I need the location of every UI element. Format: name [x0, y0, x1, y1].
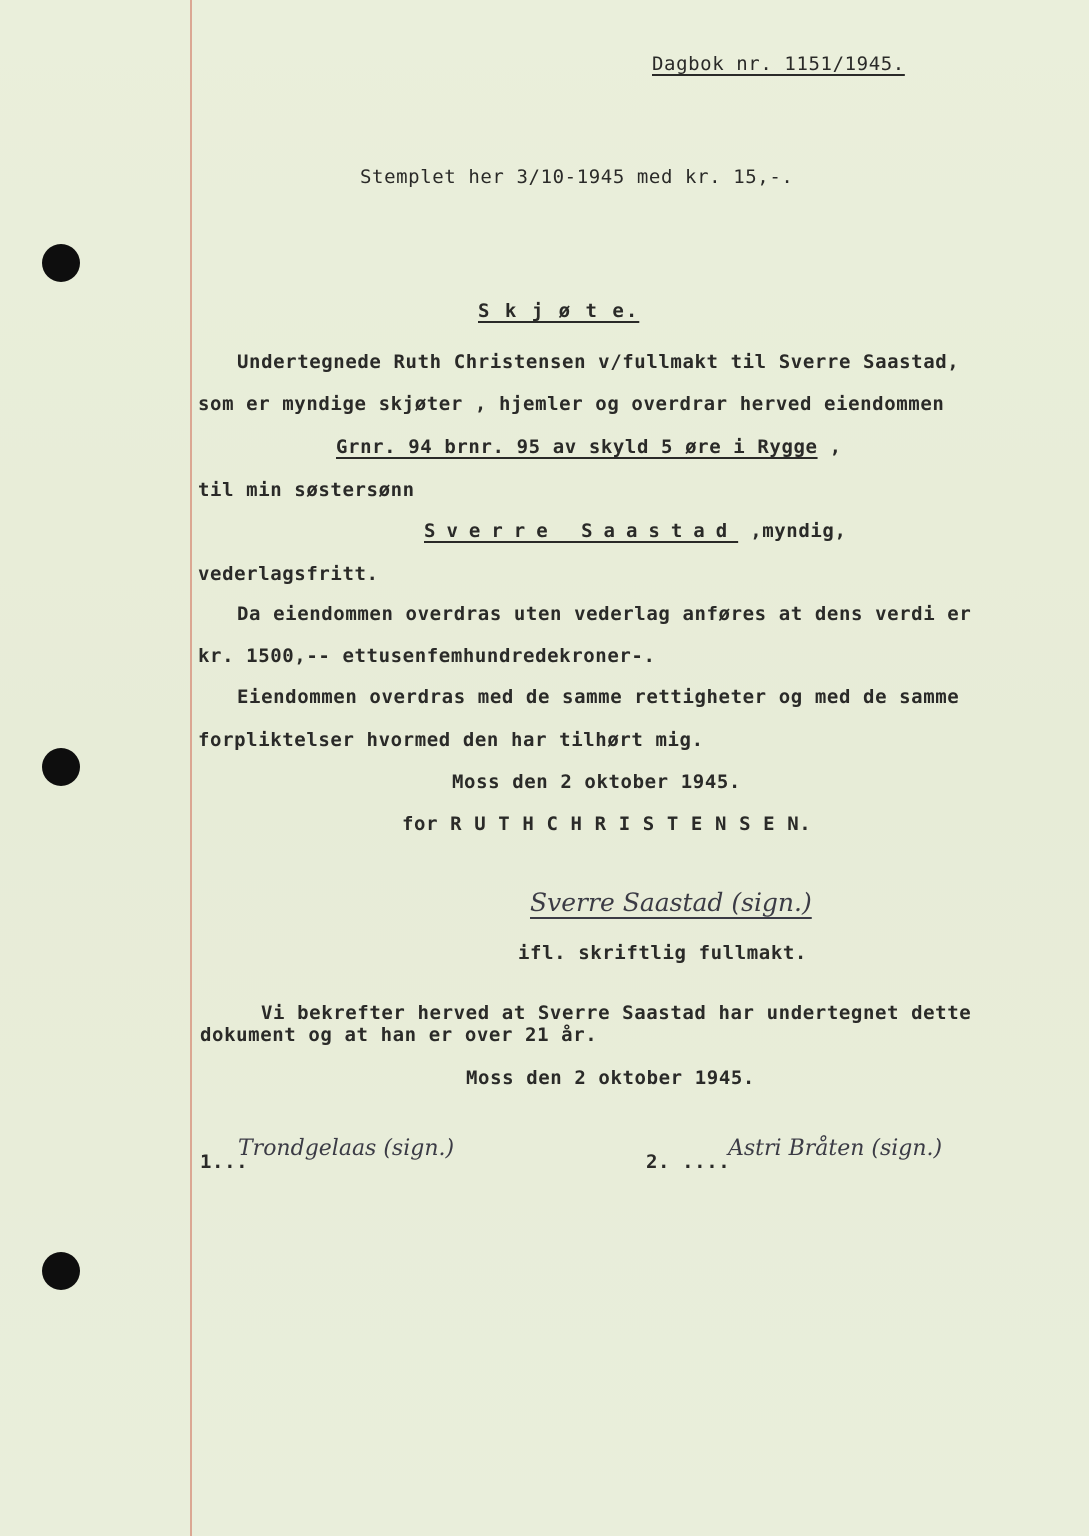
recipient-name: Sverre Saastad — [424, 520, 739, 542]
dagbok-number: Dagbok nr. 1151/1945. — [652, 53, 905, 75]
witness-1-prefix: 1... — [200, 1151, 249, 1173]
punch-hole-top — [42, 244, 80, 282]
witness-place-date: Moss den 2 oktober 1945. — [466, 1067, 755, 1089]
body-line-1: Undertegnede Ruth Christensen v/fullmakt til Sverre Saastad, — [237, 351, 960, 373]
punch-hole-middle — [42, 748, 80, 786]
body-line-9: Eiendommen overdras med de samme rettigheter og med de samme — [237, 686, 960, 708]
witness-2-prefix: 2. .... — [646, 1151, 731, 1173]
for-line: for R U T H C H R I S T E N S E N. — [402, 813, 812, 835]
body-line-2: som er myndige skjøter , hjemler og overdrar herved eiendommen — [198, 393, 945, 415]
signature-sverre-saastad: Sverre Saastad (sign.) — [530, 888, 812, 917]
property-tail: , — [817, 436, 842, 458]
stamp-line: Stemplet her 3/10-1945 med kr. 15,-. — [360, 166, 794, 188]
witness-2-signature: Astri Bråten (sign.) — [728, 1136, 943, 1161]
margin-line — [190, 0, 192, 1536]
witness-line-2: dokument og at han er over 21 år. — [200, 1024, 598, 1046]
fullmakt-note: ifl. skriftlig fullmakt. — [518, 942, 807, 964]
property-description: Grnr. 94 brnr. 95 av skyld 5 øre i Rygge — [336, 436, 818, 458]
place-date: Moss den 2 oktober 1945. — [452, 771, 741, 793]
document-title: S k j ø t e. — [478, 300, 640, 322]
property-line — [336, 436, 842, 458]
witness-line-1: Vi bekrefter herved at Sverre Saastad har undertegnet dette — [261, 1002, 972, 1024]
body-line-10: forpliktelser hvormed den har tilhørt mig. — [198, 729, 704, 751]
body-line-8: kr. 1500,-- ettusenfemhundredekroner-. — [198, 645, 656, 667]
body-line-6: vederlagsfritt. — [198, 563, 379, 585]
witness-1-signature: Trondgelaas (sign.) — [238, 1136, 455, 1161]
punch-hole-bottom — [42, 1252, 80, 1290]
body-line-7: Da eiendommen overdras uten vederlag anføres at dens verdi er — [237, 603, 972, 625]
body-line-4: til min søstersønn — [198, 479, 415, 501]
recipient-line — [424, 520, 847, 542]
recipient-tail: ,myndig, — [738, 520, 847, 542]
